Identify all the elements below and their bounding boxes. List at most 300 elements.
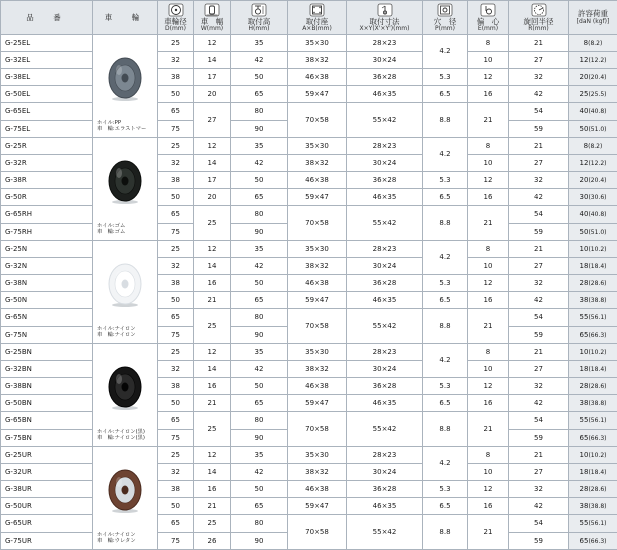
load-value: 12: [580, 56, 589, 64]
load-capacity-cell: [569, 86, 617, 103]
height-cell: 35: [231, 138, 288, 155]
header-swivel: 旋回半径 R(mm): [509, 1, 569, 35]
wheel-material-line: 車 輪:エラストマー: [97, 126, 146, 133]
bolt-cell: 6.5: [423, 498, 468, 515]
black-rubber-wheel: [103, 157, 147, 205]
load-kgf: (20.4): [588, 177, 606, 184]
table-body: [1, 35, 617, 550]
swivel-cell: 27: [509, 155, 569, 172]
wheel-material-label: [97, 532, 136, 545]
wheel-material-label: [97, 120, 146, 133]
hole-cell: 28×23: [347, 344, 423, 361]
load-value: 38: [580, 296, 589, 304]
model-number-cell: G-65N: [1, 309, 93, 327]
width-cell: 12: [194, 241, 231, 258]
hole-cell: 36×28: [347, 69, 423, 86]
width-cell: 27: [194, 103, 231, 138]
load-value: 40: [580, 210, 589, 218]
diameter-cell: 65: [158, 412, 194, 430]
load-value: 18: [580, 262, 589, 270]
load-capacity-cell: [569, 464, 617, 481]
bolt-cell: 6.5: [423, 292, 468, 309]
hole-cell: 28×23: [347, 35, 423, 52]
width-cell: 21: [194, 395, 231, 412]
offset-cell: 16: [468, 395, 509, 412]
diameter-cell: 32: [158, 464, 194, 481]
width-cell: 12: [194, 344, 231, 361]
load-capacity-cell: [569, 498, 617, 515]
width-cell: 14: [194, 361, 231, 378]
load-value: 10: [580, 245, 589, 253]
offset-cell: 8: [468, 241, 509, 258]
height-cell: 90: [231, 121, 288, 138]
offset-cell: 8: [468, 447, 509, 464]
swivel-cell: 42: [509, 395, 569, 412]
load-capacity-cell: [569, 327, 617, 344]
swivel-cell: 27: [509, 258, 569, 275]
diameter-cell: 25: [158, 35, 194, 52]
load-kgf: (8.2): [588, 143, 602, 150]
load-capacity-cell: [569, 395, 617, 412]
load-value: 8: [584, 39, 588, 47]
offset-cell: 12: [468, 481, 509, 498]
model-number-cell: G-50N: [1, 292, 93, 309]
hole-cell: 28×23: [347, 241, 423, 258]
hole-cell: 55×42: [347, 103, 423, 138]
header-offset: 偏 心 E(mm): [468, 1, 509, 35]
model-number-cell: G-75EL: [1, 121, 93, 138]
model-number-cell: G-32N: [1, 258, 93, 275]
model-number-cell: G-38BN: [1, 378, 93, 395]
width-cell: 25: [194, 206, 231, 241]
model-number-cell: G-75BN: [1, 430, 93, 447]
model-number-cell: G-50EL: [1, 86, 93, 103]
diameter-cell: 50: [158, 395, 194, 412]
wheel-material-line: 車 輪:ゴム: [97, 229, 125, 236]
swivel-cell: 21: [509, 138, 569, 155]
width-cell: 20: [194, 189, 231, 206]
plate-cell: 38×32: [288, 361, 347, 378]
model-number-cell: G-65EL: [1, 103, 93, 121]
diameter-cell: 25: [158, 447, 194, 464]
height-cell: 80: [231, 515, 288, 533]
swivel-cell: 32: [509, 69, 569, 86]
load-value: 10: [580, 451, 589, 459]
width-cell: 20: [194, 86, 231, 103]
model-number-cell: G-38UR: [1, 481, 93, 498]
load-kgf: (8.2): [588, 40, 602, 47]
width-cell: 14: [194, 258, 231, 275]
height-cell: 42: [231, 464, 288, 481]
bolt-cell: 8.8: [423, 515, 468, 550]
swivel-cell: 59: [509, 327, 569, 344]
model-number-cell: G-32BN: [1, 361, 93, 378]
wheel-image-cell: [93, 241, 158, 344]
grey-elastomer-wheel: [103, 54, 147, 102]
swivel-cell: 54: [509, 309, 569, 327]
load-kgf: (18.4): [588, 263, 606, 270]
load-value: 18: [580, 365, 589, 373]
hole-cell: 36×28: [347, 378, 423, 395]
table-row: [1, 35, 617, 52]
hole-cell: 46×35: [347, 395, 423, 412]
height-cell: 35: [231, 241, 288, 258]
swivel-cell: 59: [509, 224, 569, 241]
model-number-cell: G-50UR: [1, 498, 93, 515]
height-cell: 65: [231, 86, 288, 103]
hole-cell: 55×42: [347, 412, 423, 447]
width-cell: 25: [194, 412, 231, 447]
diameter-cell: 38: [158, 172, 194, 189]
swivel-cell: 54: [509, 206, 569, 224]
height-cell: 42: [231, 361, 288, 378]
load-kgf: (38.8): [588, 297, 606, 304]
plate-cell: 35×30: [288, 35, 347, 52]
load-kgf: (40.8): [588, 108, 606, 115]
diameter-cell: 65: [158, 103, 194, 121]
wheel-material-line: 車 輪:ウレタン: [97, 538, 136, 545]
load-capacity-cell: [569, 533, 617, 550]
load-value: 65: [580, 331, 589, 339]
plate-cell: 46×38: [288, 481, 347, 498]
hole-cell: 28×23: [347, 447, 423, 464]
offset-cell: 21: [468, 515, 509, 550]
wheel-material-line: ホイル:ナイロン: [97, 326, 136, 333]
load-value: 38: [580, 502, 589, 510]
load-value: 65: [580, 434, 589, 442]
header-bolt: 穴 径 P(mm): [423, 1, 468, 35]
height-cell: 80: [231, 103, 288, 121]
bolt-cell: 8.8: [423, 412, 468, 447]
model-number-cell: G-75RH: [1, 224, 93, 241]
hole-cell: 46×35: [347, 498, 423, 515]
swivel-cell: 54: [509, 515, 569, 533]
height-cell: 65: [231, 189, 288, 206]
wheel-material-line: 車 輪:ナイロン(黒): [97, 435, 145, 442]
load-value: 28: [580, 485, 589, 493]
bolt-cell: 5.3: [423, 481, 468, 498]
height-cell: 65: [231, 395, 288, 412]
load-kgf: (56.1): [588, 520, 606, 527]
bolt-cell: 6.5: [423, 86, 468, 103]
load-kgf: (10.2): [588, 452, 606, 459]
offset-cell: 10: [468, 52, 509, 69]
load-kgf: (40.8): [588, 211, 606, 218]
hole-cell: 46×35: [347, 86, 423, 103]
load-value: 25: [580, 90, 589, 98]
header-model: 品 番: [1, 1, 93, 35]
width-cell: 12: [194, 447, 231, 464]
bolt-cell: 6.5: [423, 189, 468, 206]
load-capacity-cell: [569, 344, 617, 361]
load-value: 10: [580, 348, 589, 356]
height-cell: 80: [231, 206, 288, 224]
hole-cell: 30×24: [347, 258, 423, 275]
height-cell: 35: [231, 447, 288, 464]
model-number-cell: G-75UR: [1, 533, 93, 550]
swivel-cell: 32: [509, 481, 569, 498]
load-capacity-cell: [569, 309, 617, 327]
hole-cell: 46×35: [347, 189, 423, 206]
load-capacity-cell: [569, 481, 617, 498]
width-cell: 14: [194, 155, 231, 172]
wheel-image-cell: [93, 138, 158, 241]
offset-cell: 10: [468, 258, 509, 275]
model-number-cell: G-25EL: [1, 35, 93, 52]
wheel-material-line: ホイル:PP: [97, 120, 146, 127]
offset-cell: 16: [468, 189, 509, 206]
bolt-pattern-icon: [377, 3, 393, 17]
swivel-cell: 27: [509, 361, 569, 378]
load-value: 28: [580, 279, 589, 287]
plate-cell: 70×58: [288, 103, 347, 138]
bolt-cell: 4.2: [423, 447, 468, 481]
offset-cell: 10: [468, 464, 509, 481]
swivel-cell: 54: [509, 412, 569, 430]
height-cell: 50: [231, 481, 288, 498]
plate-cell: 35×30: [288, 344, 347, 361]
load-kgf: (12.2): [588, 57, 606, 64]
load-kgf: (28.6): [588, 486, 606, 493]
hole-cell: 36×28: [347, 481, 423, 498]
plate-cell: 46×38: [288, 378, 347, 395]
plate-cell: 46×38: [288, 172, 347, 189]
height-cell: 50: [231, 69, 288, 86]
width-cell: 17: [194, 69, 231, 86]
diameter-cell: 75: [158, 327, 194, 344]
height-cell: 90: [231, 430, 288, 447]
table-row: [1, 344, 617, 361]
swivel-cell: 59: [509, 121, 569, 138]
load-value: 65: [580, 537, 589, 545]
black-nylon-wheel: [103, 363, 147, 411]
wheel-image-cell: [93, 35, 158, 138]
load-kgf: (66.3): [588, 332, 606, 339]
offset-cell: 16: [468, 292, 509, 309]
load-value: 40: [580, 107, 589, 115]
load-kgf: (51.0): [588, 229, 606, 236]
hole-cell: 46×35: [347, 292, 423, 309]
wheel-diameter-icon: [168, 3, 184, 17]
load-kgf: (20.4): [588, 74, 606, 81]
swivel-offset-icon: [480, 3, 496, 17]
height-cell: 50: [231, 172, 288, 189]
bolt-cell: 5.3: [423, 275, 468, 292]
width-cell: 16: [194, 481, 231, 498]
width-cell: 21: [194, 498, 231, 515]
header-height: 取付高 H(mm): [231, 1, 288, 35]
swivel-cell: 21: [509, 35, 569, 52]
diameter-cell: 25: [158, 344, 194, 361]
diameter-cell: 65: [158, 206, 194, 224]
hole-cell: 30×24: [347, 464, 423, 481]
load-capacity-cell: [569, 447, 617, 464]
height-cell: 35: [231, 344, 288, 361]
diameter-cell: 75: [158, 430, 194, 447]
bolt-cell: 5.3: [423, 378, 468, 395]
plate-cell: 38×32: [288, 155, 347, 172]
width-cell: 12: [194, 35, 231, 52]
bolt-cell: 5.3: [423, 69, 468, 86]
width-cell: 25: [194, 309, 231, 344]
bolt-cell: 8.8: [423, 309, 468, 344]
hole-cell: 36×28: [347, 275, 423, 292]
wheel-material-line: ホイル:ナイロン: [97, 532, 136, 539]
load-value: 50: [580, 228, 589, 236]
offset-cell: 12: [468, 69, 509, 86]
diameter-cell: 32: [158, 52, 194, 69]
load-capacity-cell: [569, 292, 617, 309]
model-number-cell: G-38N: [1, 275, 93, 292]
load-capacity-cell: [569, 172, 617, 189]
hole-cell: 30×24: [347, 155, 423, 172]
wheel-image-cell: [93, 344, 158, 447]
load-capacity-cell: [569, 69, 617, 86]
width-cell: 25: [194, 515, 231, 533]
load-kgf: (56.1): [588, 417, 606, 424]
model-number-cell: G-38R: [1, 172, 93, 189]
offset-cell: 8: [468, 35, 509, 52]
load-capacity-cell: [569, 412, 617, 430]
offset-cell: 12: [468, 275, 509, 292]
load-value: 55: [580, 416, 589, 424]
diameter-cell: 65: [158, 309, 194, 327]
diameter-cell: 50: [158, 189, 194, 206]
height-cell: 65: [231, 498, 288, 515]
model-number-cell: G-32EL: [1, 52, 93, 69]
plate-cell: 70×58: [288, 515, 347, 550]
diameter-cell: 32: [158, 361, 194, 378]
model-number-cell: G-50R: [1, 189, 93, 206]
diameter-cell: 38: [158, 481, 194, 498]
header-hole: 取付寸法 X×Y(X'×Y')(mm): [347, 1, 423, 35]
width-cell: 26: [194, 533, 231, 550]
swivel-cell: 21: [509, 344, 569, 361]
swivel-cell: 42: [509, 189, 569, 206]
diameter-cell: 38: [158, 275, 194, 292]
load-value: 8: [584, 142, 588, 150]
load-capacity-cell: [569, 258, 617, 275]
width-cell: 16: [194, 378, 231, 395]
wheel-material-line: ホイル:ナイロン(黒): [97, 429, 145, 436]
diameter-cell: 32: [158, 155, 194, 172]
diameter-cell: 75: [158, 533, 194, 550]
diameter-cell: 50: [158, 86, 194, 103]
offset-cell: 16: [468, 86, 509, 103]
mount-height-icon: [251, 3, 267, 17]
wheel-image-cell: [93, 447, 158, 550]
load-capacity-cell: [569, 224, 617, 241]
model-number-cell: G-38EL: [1, 69, 93, 86]
load-kgf: (38.8): [588, 400, 606, 407]
height-cell: 50: [231, 378, 288, 395]
wheel-material-line: 車 輪:ナイロン: [97, 332, 136, 339]
load-value: 55: [580, 519, 589, 527]
plate-cell: 59×47: [288, 395, 347, 412]
swivel-cell: 32: [509, 378, 569, 395]
plate-cell: 35×30: [288, 241, 347, 258]
load-kgf: (25.5): [588, 91, 606, 98]
load-capacity-cell: [569, 206, 617, 224]
load-kgf: (18.4): [588, 469, 606, 476]
header-diameter: 車輪径 D(mm): [158, 1, 194, 35]
load-kgf: (10.2): [588, 246, 606, 253]
load-capacity-cell: [569, 138, 617, 155]
plate-cell: 59×47: [288, 189, 347, 206]
width-cell: 17: [194, 172, 231, 189]
plate-cell: 70×58: [288, 412, 347, 447]
height-cell: 50: [231, 275, 288, 292]
offset-cell: 12: [468, 172, 509, 189]
plate-cell: 59×47: [288, 292, 347, 309]
swivel-cell: 54: [509, 103, 569, 121]
hole-cell: 55×42: [347, 309, 423, 344]
model-number-cell: G-32R: [1, 155, 93, 172]
height-cell: 80: [231, 309, 288, 327]
offset-cell: 21: [468, 309, 509, 344]
offset-cell: 12: [468, 378, 509, 395]
load-kgf: (10.2): [588, 349, 606, 356]
plate-cell: 38×32: [288, 258, 347, 275]
height-cell: 90: [231, 224, 288, 241]
hole-cell: 55×42: [347, 515, 423, 550]
height-cell: 42: [231, 155, 288, 172]
model-number-cell: G-65UR: [1, 515, 93, 533]
swivel-radius-icon: [531, 3, 547, 17]
offset-cell: 10: [468, 361, 509, 378]
load-kgf: (51.0): [588, 126, 606, 133]
load-value: 50: [580, 125, 589, 133]
diameter-cell: 38: [158, 378, 194, 395]
diameter-cell: 32: [158, 258, 194, 275]
plate-cell: 35×30: [288, 447, 347, 464]
wheel-material-label: [97, 429, 145, 442]
diameter-cell: 25: [158, 241, 194, 258]
header-row: [1, 1, 617, 35]
bolt-hole-icon: [437, 3, 453, 17]
swivel-cell: 42: [509, 292, 569, 309]
load-kgf: (56.1): [588, 314, 606, 321]
diameter-cell: 25: [158, 138, 194, 155]
plate-cell: 46×38: [288, 275, 347, 292]
load-value: 38: [580, 399, 589, 407]
swivel-cell: 32: [509, 172, 569, 189]
model-number-cell: G-25BN: [1, 344, 93, 361]
mounting-plate-icon: [309, 3, 325, 17]
model-number-cell: G-32UR: [1, 464, 93, 481]
header-wheel: 車 輪: [93, 1, 158, 35]
load-kgf: (28.6): [588, 383, 606, 390]
height-cell: 42: [231, 258, 288, 275]
diameter-cell: 50: [158, 498, 194, 515]
hole-cell: 55×42: [347, 206, 423, 241]
load-capacity-cell: [569, 52, 617, 69]
hole-cell: 30×24: [347, 361, 423, 378]
header-plate: 取付座 A×B(mm): [288, 1, 347, 35]
wheel-material-line: ホイル:ゴム: [97, 223, 125, 230]
model-number-cell: G-25R: [1, 138, 93, 155]
wheel-material-label: [97, 223, 125, 236]
offset-cell: 21: [468, 103, 509, 138]
offset-cell: 16: [468, 498, 509, 515]
swivel-cell: 42: [509, 498, 569, 515]
load-capacity-cell: [569, 241, 617, 258]
load-kgf: (18.4): [588, 366, 606, 373]
load-capacity-cell: [569, 189, 617, 206]
load-capacity-cell: [569, 515, 617, 533]
bolt-cell: 6.5: [423, 395, 468, 412]
diameter-cell: 75: [158, 224, 194, 241]
